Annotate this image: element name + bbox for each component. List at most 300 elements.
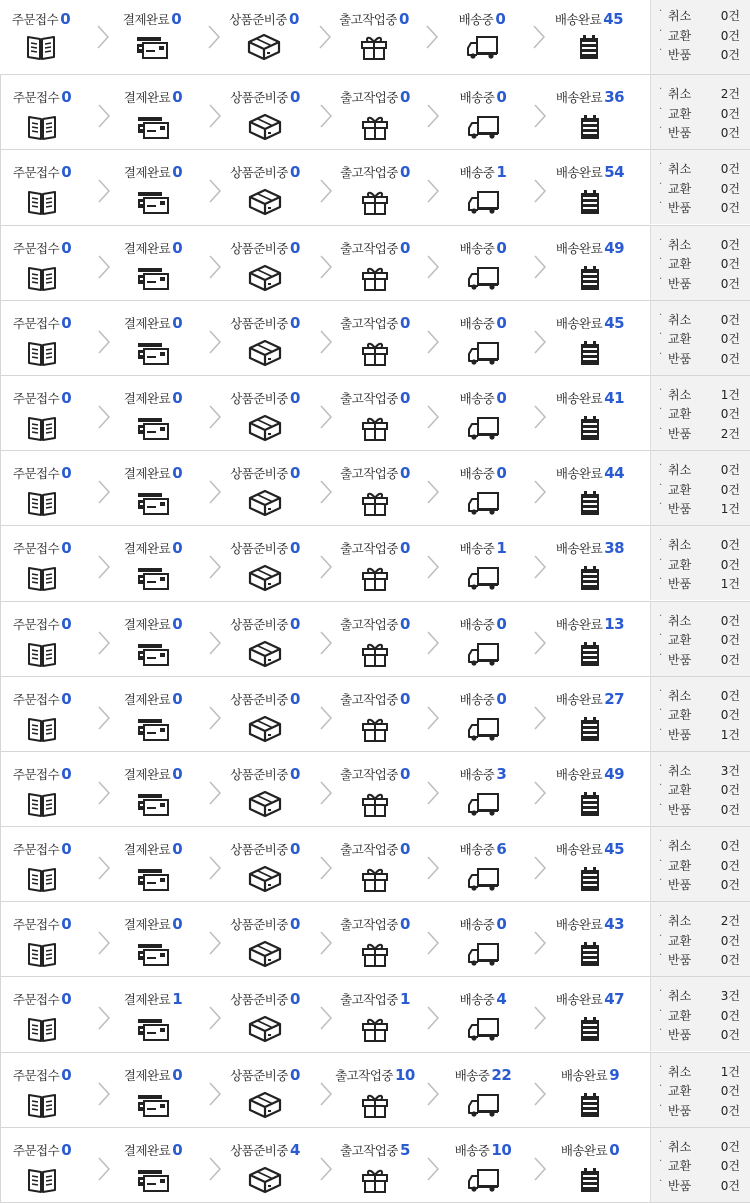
status-count[interactable]: 0 xyxy=(399,163,410,182)
claim-summary xyxy=(650,827,750,901)
status-count[interactable]: 0 xyxy=(172,915,183,934)
status-count[interactable]: 3 xyxy=(496,764,507,783)
claim-exchange[interactable] xyxy=(651,855,750,875)
status-label xyxy=(536,765,644,783)
status-delivered[interactable] xyxy=(536,602,644,676)
status-received[interactable] xyxy=(0,0,95,74)
status-label xyxy=(429,765,537,783)
status-count[interactable]: 0 xyxy=(61,614,72,633)
status-count[interactable]: 0 xyxy=(172,1140,183,1159)
status-count[interactable]: 0 xyxy=(289,915,300,934)
status-count[interactable]: 0 xyxy=(61,313,72,332)
claim-exchange[interactable] xyxy=(651,328,750,348)
status-count[interactable]: 0 xyxy=(496,238,507,257)
status-count[interactable]: 0 xyxy=(399,388,410,407)
claim-exchange[interactable] xyxy=(651,779,750,799)
claim-return[interactable] xyxy=(651,44,750,64)
status-count[interactable]: 0 xyxy=(609,1140,620,1159)
status-name: 결제완료 xyxy=(123,90,171,106)
claim-summary xyxy=(650,752,750,826)
status-shipping-work[interactable] xyxy=(321,526,429,600)
gift-icon xyxy=(358,564,392,592)
claim-cancel[interactable] xyxy=(651,384,750,404)
claim-cancel[interactable] xyxy=(651,835,750,855)
claim-count: 0건 xyxy=(720,802,740,817)
claim-exchange[interactable] xyxy=(651,479,750,499)
status-preparing[interactable] xyxy=(211,376,319,450)
status-paid[interactable] xyxy=(99,1053,207,1127)
chevron-right-icon xyxy=(208,1005,222,1031)
status-count[interactable]: 0 xyxy=(289,1065,300,1084)
claim-exchange[interactable] xyxy=(651,704,750,724)
order-status-row xyxy=(0,301,750,376)
status-paid[interactable] xyxy=(99,226,207,300)
status-count[interactable]: 38 xyxy=(604,539,625,558)
status-delivered[interactable] xyxy=(536,150,644,224)
status-received[interactable] xyxy=(0,827,96,901)
status-count[interactable]: 6 xyxy=(496,840,507,859)
chevron-right-icon xyxy=(97,780,111,806)
calendar-icon xyxy=(573,865,607,893)
status-delivered[interactable] xyxy=(535,0,643,74)
status-shipping-work[interactable] xyxy=(321,902,429,976)
claim-exchange[interactable] xyxy=(651,25,750,45)
status-count[interactable]: 0 xyxy=(172,689,183,708)
claim-return[interactable] xyxy=(651,949,750,969)
status-count[interactable]: 4 xyxy=(289,1140,300,1159)
claim-return[interactable] xyxy=(651,273,750,293)
status-delivered[interactable] xyxy=(536,1053,644,1127)
status-count[interactable]: 0 xyxy=(289,764,300,783)
status-shipping-work[interactable] xyxy=(321,827,429,901)
status-shipping-work[interactable] xyxy=(321,677,429,751)
status-delivered[interactable] xyxy=(536,376,644,450)
status-in-delivery[interactable] xyxy=(428,0,536,74)
status-paid[interactable] xyxy=(99,752,207,826)
claim-count: 0건 xyxy=(720,276,740,291)
claim-exchange[interactable] xyxy=(651,253,750,273)
status-count[interactable]: 22 xyxy=(491,1065,512,1084)
status-count[interactable]: 10 xyxy=(395,1065,415,1084)
status-preparing[interactable] xyxy=(211,301,319,375)
status-label xyxy=(428,10,536,28)
status-count[interactable]: 0 xyxy=(289,88,300,107)
status-count[interactable]: 0 xyxy=(61,689,72,708)
status-paid[interactable] xyxy=(99,602,207,676)
status-count[interactable]: 1 xyxy=(496,163,507,182)
claim-return[interactable] xyxy=(651,348,750,368)
status-count[interactable]: 0 xyxy=(496,614,507,633)
status-delivered[interactable] xyxy=(536,677,644,751)
claim-cancel[interactable] xyxy=(651,1061,750,1081)
bullet-icon: · xyxy=(659,760,663,772)
claim-cancel[interactable] xyxy=(651,685,750,705)
status-count[interactable]: 0 xyxy=(60,10,71,28)
status-name: 배송완료 xyxy=(555,616,603,632)
status-paid[interactable] xyxy=(99,827,207,901)
status-count[interactable]: 0 xyxy=(172,388,183,407)
status-count[interactable]: 0 xyxy=(399,764,410,783)
claim-cancel[interactable] xyxy=(651,610,750,630)
chevron-right-icon xyxy=(97,630,111,656)
status-count[interactable]: 0 xyxy=(289,689,300,708)
claim-return[interactable] xyxy=(651,1024,750,1044)
status-count[interactable]: 0 xyxy=(171,10,182,28)
status-in-delivery[interactable] xyxy=(429,902,537,976)
status-paid[interactable] xyxy=(99,526,207,600)
status-paid[interactable] xyxy=(99,150,207,224)
status-received[interactable] xyxy=(0,301,96,375)
claim-return[interactable] xyxy=(651,649,750,669)
status-in-delivery[interactable] xyxy=(429,602,537,676)
status-count[interactable]: 0 xyxy=(61,1140,72,1159)
claim-count: 0건 xyxy=(720,201,740,216)
chevron-right-icon xyxy=(426,103,440,129)
status-shipping-work[interactable] xyxy=(321,451,429,525)
status-count[interactable]: 0 xyxy=(61,238,72,257)
status-count[interactable]: 0 xyxy=(289,990,300,1009)
status-preparing[interactable] xyxy=(211,75,319,149)
calendar-icon xyxy=(573,339,607,367)
claim-label: 교환 xyxy=(668,933,692,948)
claim-cancel[interactable] xyxy=(651,910,750,930)
status-count[interactable]: 5 xyxy=(399,1140,410,1159)
book-icon xyxy=(24,33,58,61)
status-in-delivery[interactable] xyxy=(429,1053,537,1127)
status-count[interactable]: 0 xyxy=(399,614,410,633)
status-delivered[interactable] xyxy=(536,1128,644,1202)
status-preparing[interactable] xyxy=(211,150,319,224)
status-count[interactable]: 0 xyxy=(61,840,72,859)
claim-summary xyxy=(650,526,750,600)
status-in-delivery[interactable] xyxy=(429,451,537,525)
status-count[interactable]: 0 xyxy=(398,10,409,28)
status-delivered[interactable] xyxy=(536,226,644,300)
status-preparing[interactable] xyxy=(211,602,319,676)
status-shipping-work[interactable] xyxy=(320,0,428,74)
status-name: 배송완료 xyxy=(555,165,603,181)
status-count[interactable]: 27 xyxy=(604,689,625,708)
claim-return[interactable] xyxy=(651,498,750,518)
status-count[interactable]: 9 xyxy=(609,1065,620,1084)
status-count[interactable]: 44 xyxy=(604,464,625,483)
status-preparing[interactable] xyxy=(211,902,319,976)
status-delivered[interactable] xyxy=(536,526,644,600)
claim-cancel[interactable] xyxy=(651,985,750,1005)
status-count[interactable]: 0 xyxy=(172,614,183,633)
status-shipping-work[interactable] xyxy=(321,226,429,300)
claim-cancel[interactable] xyxy=(651,83,750,103)
status-count[interactable]: 0 xyxy=(61,1065,72,1084)
claim-return[interactable] xyxy=(651,874,750,894)
status-paid[interactable] xyxy=(99,75,207,149)
status-received[interactable] xyxy=(0,602,96,676)
status-count[interactable]: 45 xyxy=(604,313,625,332)
status-count[interactable]: 0 xyxy=(496,313,507,332)
status-count[interactable]: 43 xyxy=(604,915,625,934)
status-count[interactable]: 0 xyxy=(172,539,183,558)
status-paid[interactable] xyxy=(98,0,206,74)
claim-return[interactable] xyxy=(651,573,750,593)
book-icon xyxy=(25,1091,59,1119)
status-received[interactable] xyxy=(0,376,96,450)
status-preparing[interactable] xyxy=(211,827,319,901)
status-paid[interactable] xyxy=(99,977,207,1051)
status-count[interactable]: 47 xyxy=(604,990,625,1009)
claim-summary xyxy=(650,451,750,525)
status-count[interactable]: 0 xyxy=(289,388,300,407)
status-label xyxy=(99,690,207,708)
status-count[interactable]: 54 xyxy=(604,163,625,182)
status-count[interactable]: 0 xyxy=(289,163,300,182)
status-name: 상품준비중 xyxy=(230,165,288,181)
status-paid[interactable] xyxy=(99,1128,207,1202)
claim-exchange[interactable] xyxy=(651,629,750,649)
status-count[interactable]: 1 xyxy=(399,990,410,1009)
status-count[interactable]: 4 xyxy=(496,990,507,1009)
claim-exchange[interactable] xyxy=(651,554,750,574)
status-count[interactable]: 0 xyxy=(172,1065,183,1084)
status-received[interactable] xyxy=(0,1053,96,1127)
status-shipping-work[interactable] xyxy=(321,150,429,224)
status-in-delivery[interactable] xyxy=(429,226,537,300)
claim-exchange[interactable] xyxy=(651,1005,750,1025)
status-count[interactable]: 13 xyxy=(604,614,625,633)
box-icon xyxy=(248,113,282,141)
claim-return[interactable] xyxy=(651,1100,750,1120)
status-shipping-work[interactable] xyxy=(321,376,429,450)
status-received[interactable] xyxy=(0,752,96,826)
claim-cancel[interactable] xyxy=(651,1136,750,1156)
status-count[interactable]: 0 xyxy=(399,539,410,558)
status-count[interactable]: 0 xyxy=(399,840,410,859)
status-count[interactable]: 0 xyxy=(289,238,300,257)
status-in-delivery[interactable] xyxy=(429,301,537,375)
status-delivered[interactable] xyxy=(536,902,644,976)
status-in-delivery[interactable] xyxy=(429,376,537,450)
claim-cancel[interactable] xyxy=(651,234,750,254)
status-count[interactable]: 45 xyxy=(603,10,624,28)
status-count[interactable]: 0 xyxy=(496,88,507,107)
status-received[interactable] xyxy=(0,226,96,300)
claim-label: 반품 xyxy=(668,48,692,62)
status-count[interactable]: 49 xyxy=(604,238,625,257)
status-count[interactable]: 0 xyxy=(172,764,183,783)
status-label xyxy=(536,1066,644,1084)
status-received[interactable] xyxy=(0,977,96,1051)
status-count[interactable]: 0 xyxy=(61,539,72,558)
status-in-delivery[interactable] xyxy=(429,1128,537,1202)
claim-cancel[interactable] xyxy=(651,534,750,554)
status-count[interactable]: 0 xyxy=(172,238,183,257)
status-in-delivery[interactable] xyxy=(429,526,537,600)
claim-cancel[interactable] xyxy=(651,309,750,329)
claim-count: 1건 xyxy=(720,577,740,592)
chevron-right-icon xyxy=(97,930,111,956)
status-preparing[interactable] xyxy=(210,0,318,74)
chevron-right-icon xyxy=(319,178,333,204)
status-received[interactable] xyxy=(0,451,96,525)
status-count[interactable]: 0 xyxy=(172,840,183,859)
status-preparing[interactable] xyxy=(211,226,319,300)
status-delivered[interactable] xyxy=(536,827,644,901)
bullet-icon: · xyxy=(659,460,663,472)
status-preparing[interactable] xyxy=(211,1053,319,1127)
claim-cancel[interactable] xyxy=(651,760,750,780)
claim-label: 반품 xyxy=(668,1103,692,1118)
status-count[interactable]: 0 xyxy=(61,163,72,182)
status-count[interactable]: 0 xyxy=(496,915,507,934)
status-preparing[interactable] xyxy=(211,451,319,525)
claim-exchange[interactable] xyxy=(651,178,750,198)
status-count[interactable]: 0 xyxy=(496,464,507,483)
status-count[interactable]: 0 xyxy=(495,10,506,28)
status-count[interactable]: 0 xyxy=(496,388,507,407)
status-preparing[interactable] xyxy=(211,1128,319,1202)
status-label xyxy=(536,464,644,482)
claim-return[interactable] xyxy=(651,122,750,142)
box-icon xyxy=(248,264,282,292)
status-count[interactable]: 0 xyxy=(172,88,183,107)
status-count[interactable]: 49 xyxy=(604,764,625,783)
status-count[interactable]: 0 xyxy=(289,840,300,859)
status-paid[interactable] xyxy=(99,301,207,375)
status-count[interactable]: 0 xyxy=(172,464,183,483)
box-icon xyxy=(248,564,282,592)
status-paid[interactable] xyxy=(99,902,207,976)
claim-exchange[interactable] xyxy=(651,403,750,423)
status-in-delivery[interactable] xyxy=(429,677,537,751)
status-in-delivery[interactable] xyxy=(429,752,537,826)
status-name: 상품준비중 xyxy=(230,766,288,782)
claim-return[interactable] xyxy=(651,799,750,819)
status-count[interactable]: 0 xyxy=(61,990,72,1009)
claim-return[interactable] xyxy=(651,423,750,443)
status-preparing[interactable] xyxy=(211,977,319,1051)
status-label xyxy=(0,539,96,557)
status-received[interactable] xyxy=(0,526,96,600)
status-count[interactable]: 0 xyxy=(289,539,300,558)
status-delivered[interactable] xyxy=(536,977,644,1051)
status-in-delivery[interactable] xyxy=(429,977,537,1051)
status-count[interactable]: 0 xyxy=(61,915,72,934)
claim-count: 0건 xyxy=(720,688,740,703)
chevron-right-icon xyxy=(533,855,547,881)
status-label xyxy=(320,10,428,28)
status-name: 배송완료 xyxy=(555,691,603,707)
status-count[interactable]: 0 xyxy=(61,764,72,783)
claim-return[interactable] xyxy=(651,1175,750,1195)
status-shipping-work[interactable] xyxy=(321,752,429,826)
status-delivered[interactable] xyxy=(536,75,644,149)
bullet-icon: · xyxy=(659,1025,663,1037)
status-name: 출고작업중 xyxy=(340,541,398,557)
status-count[interactable]: 0 xyxy=(288,10,299,28)
status-received[interactable] xyxy=(0,677,96,751)
status-count[interactable]: 1 xyxy=(172,990,183,1009)
status-name: 배송완료 xyxy=(555,842,603,858)
status-shipping-work[interactable] xyxy=(321,75,429,149)
status-count[interactable]: 36 xyxy=(604,88,625,107)
status-count[interactable]: 0 xyxy=(61,88,72,107)
status-count[interactable]: 0 xyxy=(61,388,72,407)
claim-exchange[interactable] xyxy=(651,1155,750,1175)
status-count[interactable]: 0 xyxy=(399,464,410,483)
chevron-right-icon xyxy=(318,24,332,50)
status-count[interactable]: 0 xyxy=(496,689,507,708)
status-count[interactable]: 0 xyxy=(289,614,300,633)
status-label xyxy=(99,990,207,1008)
status-count[interactable]: 0 xyxy=(289,313,300,332)
status-count[interactable]: 10 xyxy=(491,1140,512,1159)
status-count[interactable]: 0 xyxy=(61,464,72,483)
claim-exchange[interactable] xyxy=(651,103,750,123)
status-received[interactable] xyxy=(0,1128,96,1202)
status-received[interactable] xyxy=(0,150,96,224)
claim-return[interactable] xyxy=(651,197,750,217)
status-in-delivery[interactable] xyxy=(429,827,537,901)
status-preparing[interactable] xyxy=(211,526,319,600)
status-delivered[interactable] xyxy=(536,301,644,375)
status-count[interactable]: 0 xyxy=(399,313,410,332)
claim-cancel[interactable] xyxy=(651,5,750,25)
status-name: 배송중 xyxy=(459,90,495,106)
claim-cancel[interactable] xyxy=(651,158,750,178)
status-shipping-work[interactable] xyxy=(321,301,429,375)
claim-exchange[interactable] xyxy=(651,1080,750,1100)
status-delivered[interactable] xyxy=(536,451,644,525)
status-label xyxy=(211,539,319,557)
status-count[interactable]: 0 xyxy=(399,88,410,107)
chevron-right-icon xyxy=(97,404,111,430)
status-received[interactable] xyxy=(0,902,96,976)
status-in-delivery[interactable] xyxy=(429,75,537,149)
status-count[interactable]: 0 xyxy=(399,238,410,257)
claim-count: 1건 xyxy=(720,502,740,517)
claim-exchange[interactable] xyxy=(651,930,750,950)
status-shipping-work[interactable] xyxy=(321,1053,429,1127)
status-count[interactable]: 1 xyxy=(496,539,507,558)
status-paid[interactable] xyxy=(99,677,207,751)
status-preparing[interactable] xyxy=(211,677,319,751)
status-received[interactable] xyxy=(0,75,96,149)
status-shipping-work[interactable] xyxy=(321,977,429,1051)
status-count[interactable]: 0 xyxy=(289,464,300,483)
status-preparing[interactable] xyxy=(211,752,319,826)
status-count[interactable]: 0 xyxy=(399,915,410,934)
claim-cancel[interactable] xyxy=(651,459,750,479)
status-shipping-work[interactable] xyxy=(321,602,429,676)
status-count[interactable]: 0 xyxy=(172,313,183,332)
claim-count: 0건 xyxy=(720,652,740,667)
status-shipping-work[interactable] xyxy=(321,1128,429,1202)
claim-count: 3건 xyxy=(720,989,740,1004)
status-label xyxy=(0,314,96,332)
status-name: 결제완료 xyxy=(123,466,171,482)
status-count[interactable]: 0 xyxy=(172,163,183,182)
status-count[interactable]: 45 xyxy=(604,840,625,859)
status-paid[interactable] xyxy=(99,376,207,450)
status-in-delivery[interactable] xyxy=(429,150,537,224)
status-delivered[interactable] xyxy=(536,752,644,826)
status-name: 배송완료 xyxy=(555,315,603,331)
status-paid[interactable] xyxy=(99,451,207,525)
claim-count: 0건 xyxy=(720,1028,740,1043)
claim-return[interactable] xyxy=(651,724,750,744)
status-count[interactable]: 0 xyxy=(399,689,410,708)
status-count[interactable]: 41 xyxy=(604,388,625,407)
chevron-right-icon xyxy=(319,705,333,731)
